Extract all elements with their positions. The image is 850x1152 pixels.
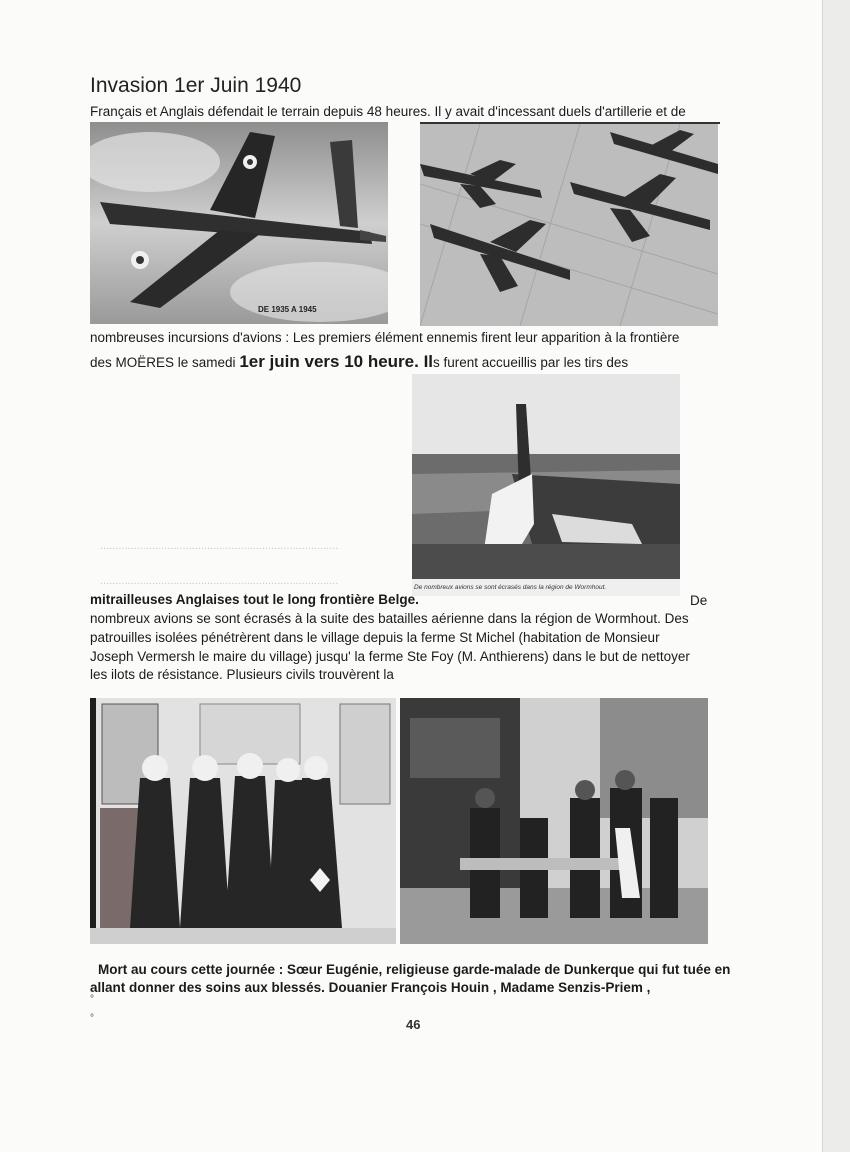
wreck-photo xyxy=(412,374,680,596)
bullet-mark: ° xyxy=(90,1013,94,1024)
paragraph-line: patrouilles isolées pénétrèrent dans le village depuis la ferme St Michel (habitation de Monsieur xyxy=(90,630,660,645)
paragraph-line: Joseph Vermersh le maire du village) jusqu' la ferme Ste Foy (M. Anthierens) dans le but de nettoyer xyxy=(90,649,690,664)
text-span: mitrailleuses Anglaises tout le long frontière Belge. xyxy=(90,592,419,607)
bleed-through: .............................................................................. xyxy=(100,575,339,587)
fighter-aircraft-image xyxy=(420,124,718,326)
stretcher-photo xyxy=(400,698,708,944)
paragraph-line: Français et Anglais défendait le terrain depuis 48 heures. Il y avait d'incessant duels d'artillerie et de xyxy=(90,104,686,119)
paragraph-line: nombreuses incursions d'avions : Les premiers élément ennemis firent leur apparition à la frontière xyxy=(90,330,680,345)
page-edge xyxy=(822,0,850,1152)
text-span: s furent accueillis par les tirs des xyxy=(433,355,629,370)
bullet-mark: ° xyxy=(90,994,94,1005)
page-number: 46 xyxy=(406,1017,421,1032)
nuns-group-image xyxy=(90,698,396,944)
death-notice-line: Mort au cours cette journée : Sœur Eugénie, religieuse garde-malade de Dunkerque qui fut tuée en xyxy=(98,962,731,977)
paragraph-line: nombreux avions se sont écrasés à la suite des batailles aérienne dans la région de Wormhout. Des xyxy=(90,611,689,626)
text-span: des MOËRES le samedi xyxy=(90,355,240,370)
crashed-plane-image xyxy=(412,374,680,596)
wreck-caption: De nombreux avions se sont écrasés dans la région de Wormhout. xyxy=(414,584,607,591)
page-title: Invasion 1er Juin 1940 xyxy=(90,74,302,97)
bomber-aircraft-image xyxy=(90,122,388,324)
wounded-transport-image xyxy=(400,698,708,944)
paragraph-line: De xyxy=(690,593,708,608)
bomber-photo xyxy=(90,122,388,324)
bomber-marking: DE 1935 A 1945 xyxy=(258,305,317,314)
date-highlight: 1er juin vers 10 heure. Il xyxy=(239,352,434,371)
bleed-through: .............................................................................. xyxy=(100,540,339,552)
paragraph-line: les ilots de résistance. Plusieurs civils trouvèrent la xyxy=(90,667,394,682)
nuns-photo xyxy=(90,698,396,944)
death-notice-line: allant donner des soins aux blessés. Douanier François Houin , Madame Senzis-Priem , xyxy=(90,980,651,995)
paragraph-line xyxy=(90,592,419,607)
fighters-photo xyxy=(420,124,718,326)
paragraph-line xyxy=(90,352,628,372)
